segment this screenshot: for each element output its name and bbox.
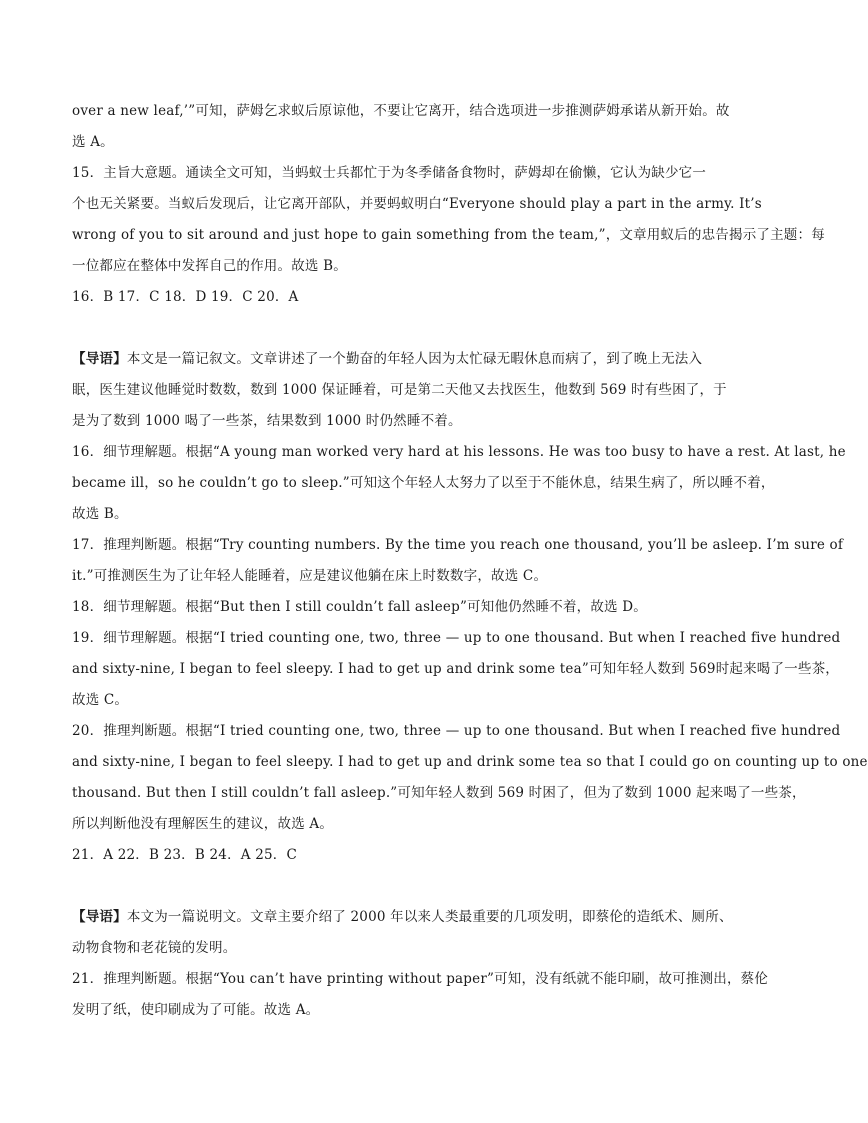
text-line: became ill，so he couldn’t go to sleep.”可知这个年轻人太努力了以至于不能休息，结果生病了，所以睡不着，	[72, 475, 775, 491]
text-line: 19．细节理解题。根据“I tried counting one, two, three — up to one thousand. But when I reached five hundred	[72, 630, 841, 646]
guide-text: 本文是一篇记叙文。文章讲述了一个勤奋的年轻人因为太忙碌无暇休息而病了，到了晚上无法入	[126, 351, 703, 367]
text-line: 15．主旨大意题。通读全文可知，当蚂蚁士兵都忙于为冬季储备食物时，萨姆却在偷懒，它认为缺少它一	[72, 165, 707, 181]
answer-key-line: 21．A 22．B 23．B 24．A 25．C	[72, 847, 298, 863]
text-line: 故选 B。	[72, 506, 128, 522]
text-line: and sixty-nine, I began to feel sleepy. I had to get up and drink some tea so that I could go on counting up to one	[72, 754, 868, 770]
text-line: 20．推理判断题。根据“I tried counting one, two, three — up to one thousand. But when I reached five hundred	[72, 723, 841, 739]
text-line: 眠，医生建议他睡觉时数数，数到 1000 保证睡着，可是第二天他又去找医生，他数到 569 时有些困了，于	[72, 382, 727, 398]
section-inventions	[72, 902, 769, 1026]
text-line: 动物食物和老花镜的发明。	[72, 940, 237, 956]
text-line: 16．细节理解题。根据“A young man worked very hard at his lessons. He was too busy to have a rest. At last, he	[72, 444, 846, 460]
text-line: over a new leaf,’”可知，萨姆乞求蚁后原谅他，不要让它离开，结合选项进一步推测萨姆承诺从新开始。故	[72, 103, 730, 119]
text-line: 18．细节理解题。根据“But then I still couldn’t fall asleep”可知他仍然睡不着，故选 D。	[72, 599, 647, 615]
guide-line	[72, 902, 733, 933]
text-line: wrong of you to sit around and just hope to gain something from the team,”，文章用蚁后的忠告揭示了主题：每	[72, 227, 825, 243]
document-page	[72, 96, 868, 1026]
answer-key-line: 16．B 17．C 18．D 19．C 20．A	[72, 289, 299, 305]
text-line: 17．推理判断题。根据“Try counting numbers. By the time you reach one thousand, you’ll be asleep. I’m sure of	[72, 537, 844, 553]
guide-label: 【导语】	[72, 351, 127, 367]
text-line: 21．推理判断题。根据“You can’t have printing without paper”可知，没有纸就不能印刷，故可推测出，蔡伦	[72, 971, 769, 987]
section-ant-story	[72, 96, 825, 313]
guide-label: 【导语】	[72, 909, 127, 925]
text-line: 故选 C。	[72, 692, 129, 708]
text-line: 所以判断他没有理解医生的建议，故选 A。	[72, 816, 334, 832]
text-line: 一位都应在整体中发挥自己的作用。故选 B。	[72, 258, 347, 274]
guide-line	[72, 344, 722, 375]
text-line: and sixty-nine, I began to feel sleepy. I had to get up and drink some tea”可知年轻人数到 569时起来喝了一些茶，	[72, 661, 840, 677]
text-line: 个也无关紧要。当蚁后发现后，让它离开部队，并要蚂蚁明白“Everyone should play a part in the army. It’s	[72, 196, 762, 212]
text-line: it.”可推测医生为了让年轻人能睡着，应是建议他躺在床上时数数字，故选 C。	[72, 568, 548, 584]
text-line: 是为了数到 1000 喝了一些茶，结果数到 1000 时仍然睡不着。	[72, 413, 462, 429]
text-line: 选 A。	[72, 134, 114, 150]
text-line: 发明了纸，使印刷成为了可能。故选 A。	[72, 1002, 320, 1018]
section-sleep-story	[72, 344, 868, 871]
guide-text: 本文为一篇说明文。文章主要介绍了 2000 年以来人类最重要的几项发明，即蔡伦的造纸术、厕所、	[126, 909, 733, 925]
text-line: thousand. But then I still couldn’t fall asleep.”可知年轻人数到 569 时困了，但为了数到 1000 起来喝了一些茶，	[72, 785, 806, 801]
